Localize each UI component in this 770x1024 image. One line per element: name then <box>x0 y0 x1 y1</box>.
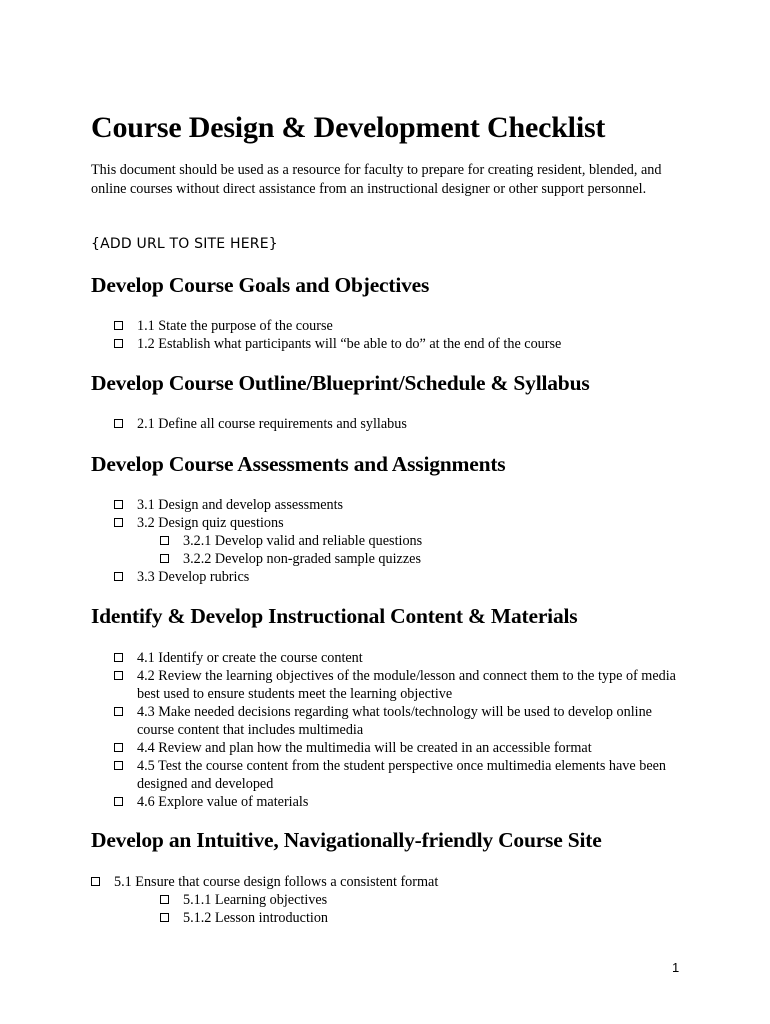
section-title-goals: Develop Course Goals and Objectives <box>91 273 430 297</box>
checklist-item-text: 2.1 Define all course requirements and syllabus <box>137 416 407 432</box>
checkbox-icon[interactable] <box>114 518 123 527</box>
checklist-item-text: 4.3 Make needed decisions regarding what tools/technology will be used to develop online course content that includes multimedia <box>137 704 652 738</box>
checklist-item-text: 5.1 Ensure that course design follows a consistent format <box>114 874 439 890</box>
checklist-item-text: 4.1 Identify or create the course content <box>137 650 363 666</box>
checkbox-icon[interactable] <box>114 671 123 680</box>
document-title: Course Design & Development Checklist <box>91 111 606 144</box>
checkbox-icon[interactable] <box>114 321 123 330</box>
section-title-outline: Develop Course Outline/Blueprint/Schedule & Syllabus <box>91 371 590 395</box>
section-title-course-site: Develop an Intuitive, Navigationally-friendly Course Site <box>91 828 602 852</box>
checklist-item-text: 1.2 Establish what participants will “be able to do” at the end of the course <box>137 336 562 352</box>
checklist-item-text: 3.2.1 Develop valid and reliable questions <box>183 533 423 549</box>
checkbox-icon[interactable] <box>114 339 123 348</box>
checklist-item-text: 4.4 Review and plan how the multimedia will be created in an accessible format <box>137 740 592 756</box>
checklist-item-text: 5.1.1 Learning objectives <box>183 892 328 908</box>
intro-paragraph: This document should be used as a resource for faculty to prepare for creating resident, blended, and online courses without direct assistance from an instructional designer or other support personnel. <box>91 162 662 197</box>
checklist-item-text: 4.6 Explore value of materials <box>137 794 309 810</box>
checkbox-icon[interactable] <box>160 554 169 563</box>
checkbox-icon[interactable] <box>114 572 123 581</box>
checkbox-icon[interactable] <box>91 877 100 886</box>
checklist-item-text: 3.2.2 Develop non-graded sample quizzes <box>183 551 421 567</box>
checkbox-icon[interactable] <box>114 797 123 806</box>
checkbox-icon[interactable] <box>160 913 169 922</box>
checklist-item-text: 3.2 Design quiz questions <box>137 515 284 531</box>
page-number: 1 <box>672 960 680 975</box>
checkbox-icon[interactable] <box>114 707 123 716</box>
checkbox-icon[interactable] <box>114 419 123 428</box>
checkbox-icon[interactable] <box>114 761 123 770</box>
checkbox-icon[interactable] <box>114 653 123 662</box>
checklist-item-text: 5.1.2 Lesson introduction <box>183 910 329 926</box>
checklist-item-text: 1.1 State the purpose of the course <box>137 318 333 334</box>
checklist-item-text: 3.3 Develop rubrics <box>137 569 250 585</box>
url-placeholder: {ADD URL TO SITE HERE} <box>91 236 278 252</box>
checklist-item-text: 4.2 Review the learning objectives of the module/lesson and connect them to the type of media best used to ensure students meet the learning objective <box>137 668 676 702</box>
checklist-item-text: 3.1 Design and develop assessments <box>137 497 344 513</box>
checkbox-icon[interactable] <box>114 500 123 509</box>
checkbox-icon[interactable] <box>160 895 169 904</box>
checkbox-icon[interactable] <box>114 743 123 752</box>
section-title-content: Identify & Develop Instructional Content & Materials <box>91 604 578 628</box>
checkbox-icon[interactable] <box>160 536 169 545</box>
section-title-assessments: Develop Course Assessments and Assignments <box>91 452 506 476</box>
checklist-item-text: 4.5 Test the course content from the student perspective once multimedia elements have been designed and developed <box>137 758 667 792</box>
